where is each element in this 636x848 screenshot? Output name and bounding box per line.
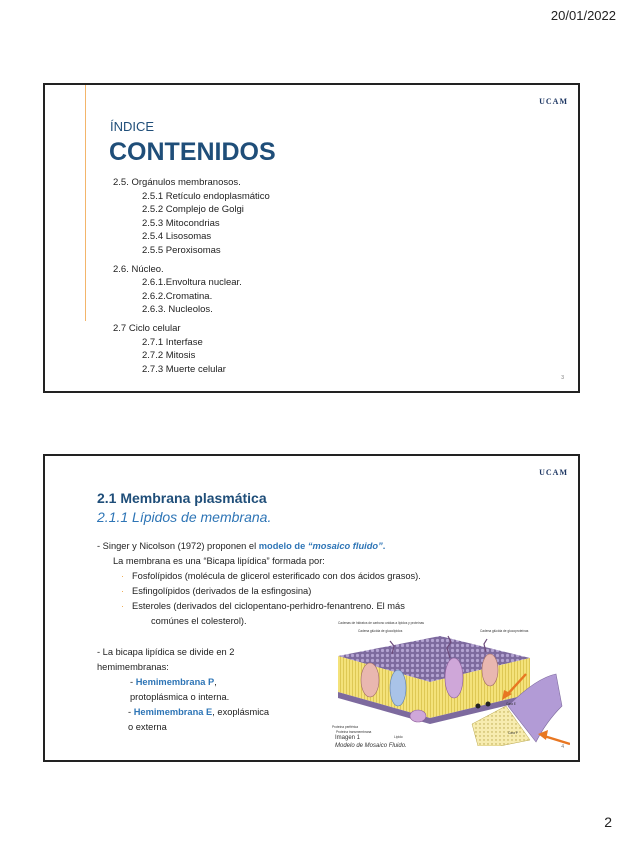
toc-subitem: 2.7.3 Muerte celular [142,363,226,375]
figure-label: Cadena glúcida de glucolípidos [358,629,403,633]
slide-subtitle: 2.1.1 Lípidos de membrana. [97,509,272,525]
bullet-dot-icon: · [121,601,125,611]
toc-subitem: 2.6.1.Envoltura nuclear. [142,277,242,289]
figure-caption [335,734,407,750]
toc-section: 2.6. Núcleo. [113,263,164,275]
slide-number: 4 [561,744,564,750]
slide-kicker: ÍNDICE [110,119,155,134]
hemi-p-suffix: , [214,677,217,687]
hemi-e-suffix: , exoplásmica [212,707,270,717]
toc-subitem: 2.7.1 Interfase [142,336,203,348]
toc-subitem: 2.5.2 Complejo de Golgi [142,204,244,216]
bullet-item [97,569,517,584]
table-of-contents [113,176,270,376]
peripheral-protein [410,710,426,722]
bullet-dot-icon: · [121,571,125,581]
bullet-text: Fosfolípidos (molécula de glicerol esterificado con dos ácidos grasos). [132,571,421,581]
figure-label: Lípido [394,735,403,739]
hemi-p-prefix: - [130,677,136,687]
slide-body [97,539,517,629]
bullet-item [97,599,517,614]
model-link: modelo de [258,541,308,551]
toc-section: 2.7 Ciclo celular [113,322,181,334]
marker-dot-icon [486,702,491,707]
slide-title: 2.1 Membrana plasmática [97,490,267,506]
slide-number: 3 [561,375,564,381]
intro-suffix: . [382,541,386,551]
intro-prefix: - Singer y Nicolson (1972) proponen el [97,541,259,551]
figure-label: Proteína periférica [332,725,359,729]
transmembrane-protein [482,654,498,686]
bullet-dot-icon: · [121,586,125,596]
toc-subitem: 2.5.4 Lisosomas [142,231,212,243]
toc-section: 2.5. Orgánulos membranosos. [113,177,241,188]
caption-text: Modelo de Mosaico Fluido. [335,743,407,749]
hemi-e-prefix: - [128,707,134,717]
toc-subitem: 2.5.3 Mitocondrias [142,217,220,229]
transmembrane-protein [361,663,379,697]
slide-title: CONTENIDOS [109,138,276,166]
bullet-item [97,584,517,599]
figure-label: Cara E [506,702,516,706]
page-number: 2 [604,814,612,830]
hemimembrane-block [97,645,297,735]
intro-line [97,539,517,554]
hemi-p-name: Hemimembrana P [135,677,215,687]
toc-subitem: 2.6.2.Cromatina. [142,290,213,302]
model-link-italic: “mosaico fluido” [307,541,383,551]
hemi-p-desc: protoplásmica o interna. [130,692,230,702]
ucam-logo: UCAM [539,97,568,106]
marker-dot-icon [476,704,481,709]
split-text-2: hemimembranas: [97,662,169,672]
toc-subitem: 2.6.3. Nucleolos. [142,304,213,316]
transmembrane-protein [445,658,463,698]
toc-subitem: 2.5.1 Retículo endoplasmático [142,190,270,202]
hemi-e-desc: o externa [128,722,167,732]
bilayer-line: La membrana es una “Bicapa lipídica” formada por: [113,556,325,566]
figure-label: Proteína transmembrana [336,730,372,734]
transmembrane-protein [390,670,406,706]
figure-label: Cadenas de hidratos de carbono unidas a lípidos y proteínas [338,621,424,625]
bullet-continuation: comúnes el colesterol). [151,616,247,626]
figure-label: Cara P [508,731,518,735]
fluid-mosaic-figure [330,618,570,746]
hemi-e-name: Hemimembrana E [133,707,213,717]
page-date: 20/01/2022 [550,8,616,23]
ucam-logo: UCAM [539,468,568,477]
toc-subitem: 2.7.2 Mitosis [142,350,196,362]
caption-number: Imagen 1 [335,735,361,741]
bullet-text: Esteroles (derivados del ciclopentano-perhidro-fenantreno. El más [132,601,405,611]
split-text-1: - La bicapa lipídica se divide en 2 [97,647,235,657]
slide-accent-line [85,85,86,321]
bullet-text: Esfingolípidos (derivados de la esfingosina) [132,586,312,596]
toc-subitem: 2.5.5 Peroxisomas [142,244,221,256]
figure-label: Cadena glúcida de glucoproteínas [480,629,529,633]
slide-membrana [43,454,580,762]
slide-index [43,83,580,393]
orange-arrow-icon [538,730,570,744]
